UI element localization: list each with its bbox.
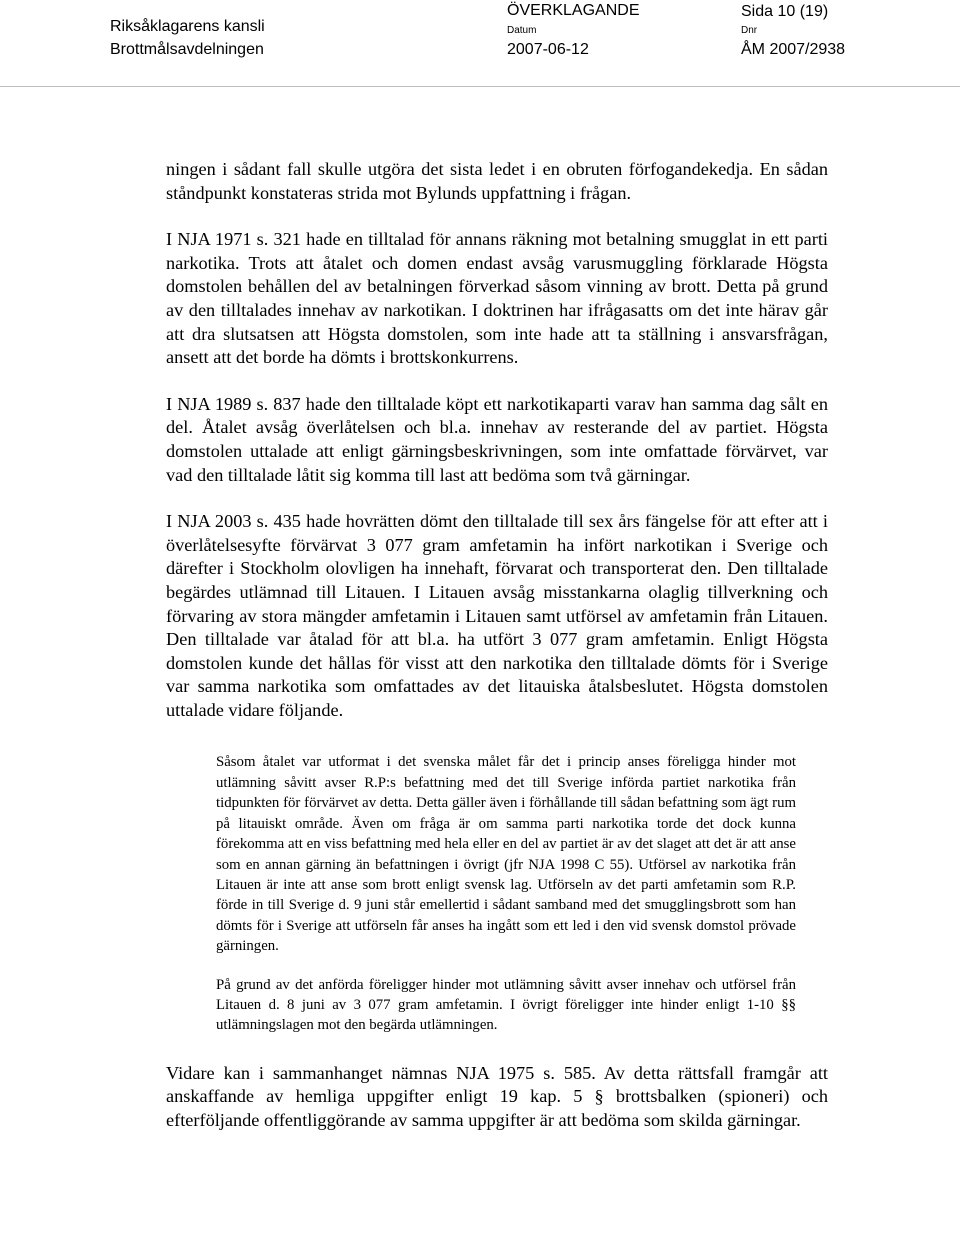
header-divider (0, 86, 960, 87)
body-paragraph-1: ningen i sådant fall skulle utgöra det sista ledet i en obruten förfogandekedja. En sådan ståndpunkt konstateras strida mot Bylunds uppfattning i frågan. (166, 159, 828, 203)
quote-paragraph-1: Såsom åtalet var utformat i det svenska målet får det i princip anses föreligga hinder mot utlämning såvitt avser R.P:s befattning med det till Sverige införda partiet narkotika från tidpunkten för förvärvet av detta. Detta gäller även i förhållande till sådan befattning som ägt rum på litauiskt område. Även om fråga är om samma parti narkotika torde det dock kunna förekomma att en viss befattning med hela eller en del av partiet är av det slaget att det är att anse som en annan gärning än befattningen i övrigt (jfr NJA 1998 C 55). Utförsel av narkotika från Litauen är inte att anse som brott enligt svensk lag. Utförseln av det parti amfetamin som R.P. förde in till Sverige d. 9 juni står emellertid i sådant samband med det smugglingsbrott som han dömts för i Sverige att utförseln får anses ha ingått som ett led i den vid svensk domstol prövade gärningen. (216, 754, 796, 955)
block-quote (216, 752, 796, 1035)
document-dnr: ÅM 2007/2938 (741, 41, 846, 58)
body-paragraph-2: I NJA 1971 s. 321 hade en tilltalad för annans räkning mot betalning smugglat in ett parti narkotika. Trots att åtalet och domen endast avsåg varusmuggling förklarade Högsta domstolen behållen del av betalningen förverkad såsom vinning av brott. Detta på grund av den tilltalades innehav av narkotikan. I doktrinen har ifrågasatts om det inte härav går att dra slutsatsen att Högsta domstolen, som inte hade att ta ställning i ansvarsfrågan, ansett att det borde ha dömts i brottskonkurrens. (166, 229, 828, 368)
body-paragraph-3: I NJA 1989 s. 837 hade den tilltalade köpt ett narkotikaparti varav han samma dag sålt en del. Åtalet avsåg överlåtelsen och bl.a. innehav av resterande del av partiet. Högsta domstolen uttalade att enligt gärningsbeskrivningen, som inte omfattade förvärvet, var vad den tilltalade låtit sig komma till last att bedöma som två gärningar. (166, 393, 828, 485)
page-header (0, 0, 960, 90)
document-type: ÖVERKLAGANDE (507, 2, 640, 19)
body-paragraph-4: I NJA 2003 s. 435 hade hovrätten dömt den tilltalade till sex års fängelse för att efter att i överlåtelsesyfte förvärvat 3 077 gram amfetamin ha infört narkotikan i Sverige och därefter i Stockholm olovligen ha innehaft, förvarat och transporterat den. Den tilltalade begärdes utlämnad till Litauen. I Litauen avsåg misstankarna olaglig tillverkning och förvaring av stora mängder amfetamin i Litauen samt utförsel av amfetamin från Litauen. Den tilltalade var åtalad för att bl.a. ha utfört 3 077 gram amfetamin. Enligt Högsta domstolen kunde det hållas för visst att den narkotika den tilltalade dömts för i Sverige var samma narkotika som omfattades av det litauiska åtalsbeslutet. Högsta domstolen uttalade vidare följande. (166, 511, 828, 720)
closing-paragraph: Vidare kan i sammanhanget nämnas NJA 1975 s. 585. Av detta rättsfall framgår att anskaffande av hemliga uppgifter enligt 19 kap. 5 § brottsbalken (spioneri) och efterföljande offentliggörande av samma uppgifter är att bedöma som skilda gärningar. (166, 1062, 828, 1130)
department-name: Brottmålsavdelningen (110, 41, 264, 58)
document-date: 2007-06-12 (507, 41, 589, 58)
page-number: Sida 10 (19) (741, 3, 829, 20)
organization-name: Riksåklagarens kansli (110, 18, 265, 35)
date-label: Datum (507, 25, 537, 36)
document-body (166, 158, 828, 1133)
quote-paragraph-2: På grund av det anförda föreligger hinder mot utlämning såvitt avser innehav och utförsel från Litauen d. 8 juni av 3 077 gram amfetamin. I övrigt föreligger inte hinder enligt 1-10 §§ utlämningslagen mot den begärda utlämningen. (216, 976, 796, 1034)
dnr-label: Dnr (741, 25, 758, 36)
